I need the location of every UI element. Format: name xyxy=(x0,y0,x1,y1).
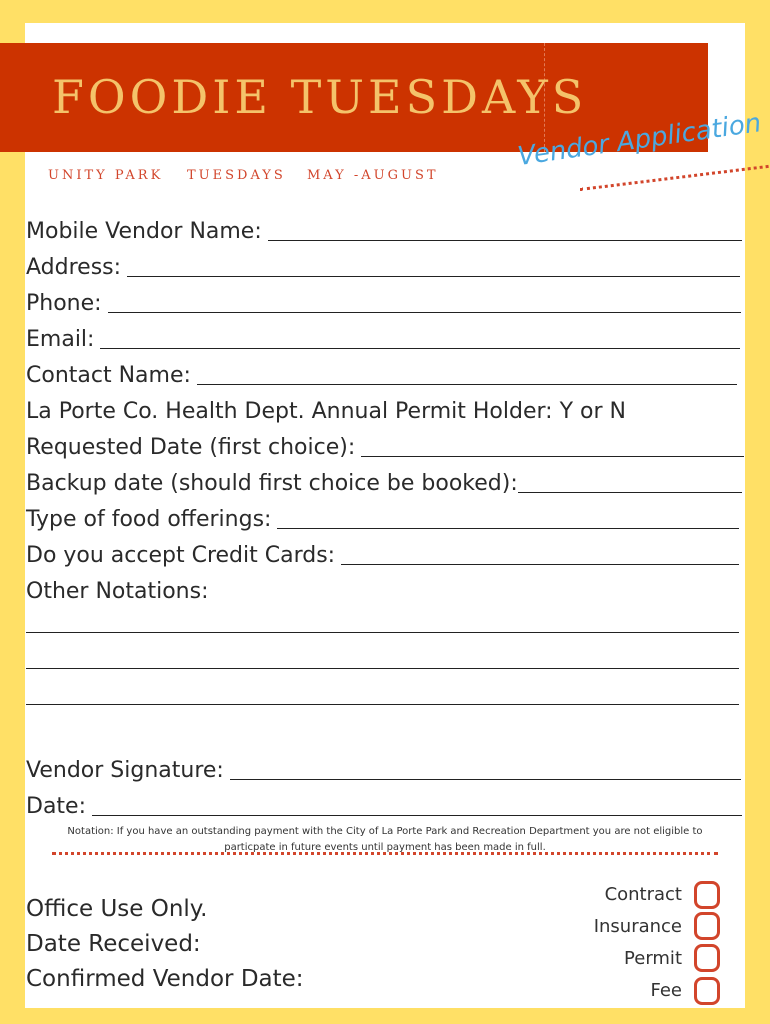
field-line[interactable] xyxy=(361,455,744,457)
mobile-vendor-name-field[interactable] xyxy=(26,211,742,245)
insurance-label: Insurance xyxy=(593,916,682,937)
address-field[interactable] xyxy=(26,247,740,281)
field-line[interactable] xyxy=(230,778,741,780)
field-label: Do you accept Credit Cards: xyxy=(26,543,336,568)
field-line[interactable] xyxy=(92,814,742,816)
field-line[interactable] xyxy=(100,347,740,349)
office-use-title: Office Use Only. xyxy=(26,896,208,922)
page-title: FOODIE TUESDAYS xyxy=(52,70,588,124)
field-label: Contact Name: xyxy=(26,363,191,388)
requested-date-field[interactable] xyxy=(26,427,744,461)
vendor-application-heading: Vendor Application xyxy=(515,108,763,172)
contract-checkbox[interactable] xyxy=(694,881,720,909)
field-line[interactable] xyxy=(108,311,741,313)
subtitle-day: TUESDAYS xyxy=(187,168,286,183)
field-label: La Porte Co. Health Dept. Annual Permit Holder: Y or N xyxy=(26,399,626,424)
email-field[interactable] xyxy=(26,319,740,353)
subtitle-location: UNITY PARK xyxy=(48,168,164,183)
field-label: Email: xyxy=(26,327,95,352)
field-line[interactable] xyxy=(197,383,737,385)
signature-date-field[interactable] xyxy=(26,786,742,820)
field-label: Mobile Vendor Name: xyxy=(26,219,262,244)
fee-checkbox[interactable] xyxy=(694,977,720,1005)
field-label: Requested Date (first choice): xyxy=(26,435,356,460)
field-label: Address: xyxy=(26,255,122,280)
notation-line-2: particpate in future events until payment has been made in full. xyxy=(224,842,546,853)
other-notations-label xyxy=(26,571,426,605)
confirmed-vendor-date-label: Confirmed Vendor Date: xyxy=(26,966,304,992)
credit-cards-field[interactable] xyxy=(26,535,739,569)
field-line[interactable] xyxy=(518,491,742,493)
insurance-checkbox[interactable] xyxy=(694,912,720,940)
field-label: Other Notations: xyxy=(26,579,209,604)
fee-label: Fee xyxy=(650,980,682,1001)
food-offerings-field[interactable] xyxy=(26,499,739,533)
vendor-signature-field[interactable] xyxy=(26,750,741,784)
field-line[interactable] xyxy=(268,239,742,241)
field-line[interactable] xyxy=(277,527,739,529)
permit-checkbox[interactable] xyxy=(694,944,720,972)
field-label: Vendor Signature: xyxy=(26,758,224,783)
notations-line-3[interactable] xyxy=(26,704,739,705)
field-label: Backup date (should first choice be booked): xyxy=(26,471,518,496)
date-received-label: Date Received: xyxy=(26,931,201,957)
notations-line-1[interactable] xyxy=(26,632,739,633)
field-label: Date: xyxy=(26,794,86,819)
contract-label: Contract xyxy=(604,884,682,905)
contact-name-field[interactable] xyxy=(26,355,737,389)
backup-date-field[interactable] xyxy=(26,463,742,497)
health-permit-question xyxy=(26,391,742,425)
field-label: Type of food offerings: xyxy=(26,507,272,532)
subtitle-months: MAY -AUGUST xyxy=(307,168,439,183)
notations-line-2[interactable] xyxy=(26,668,739,669)
permit-label: Permit xyxy=(624,948,682,969)
phone-field[interactable] xyxy=(26,283,741,317)
field-line[interactable] xyxy=(341,563,739,565)
notation-line-1: Notation: If you have an outstanding payment with the City of La Porte Park and Recreation Department you are not eligible to xyxy=(67,826,703,837)
field-label: Phone: xyxy=(26,291,102,316)
field-line[interactable] xyxy=(127,275,740,277)
notation-dotted-divider xyxy=(52,852,718,855)
